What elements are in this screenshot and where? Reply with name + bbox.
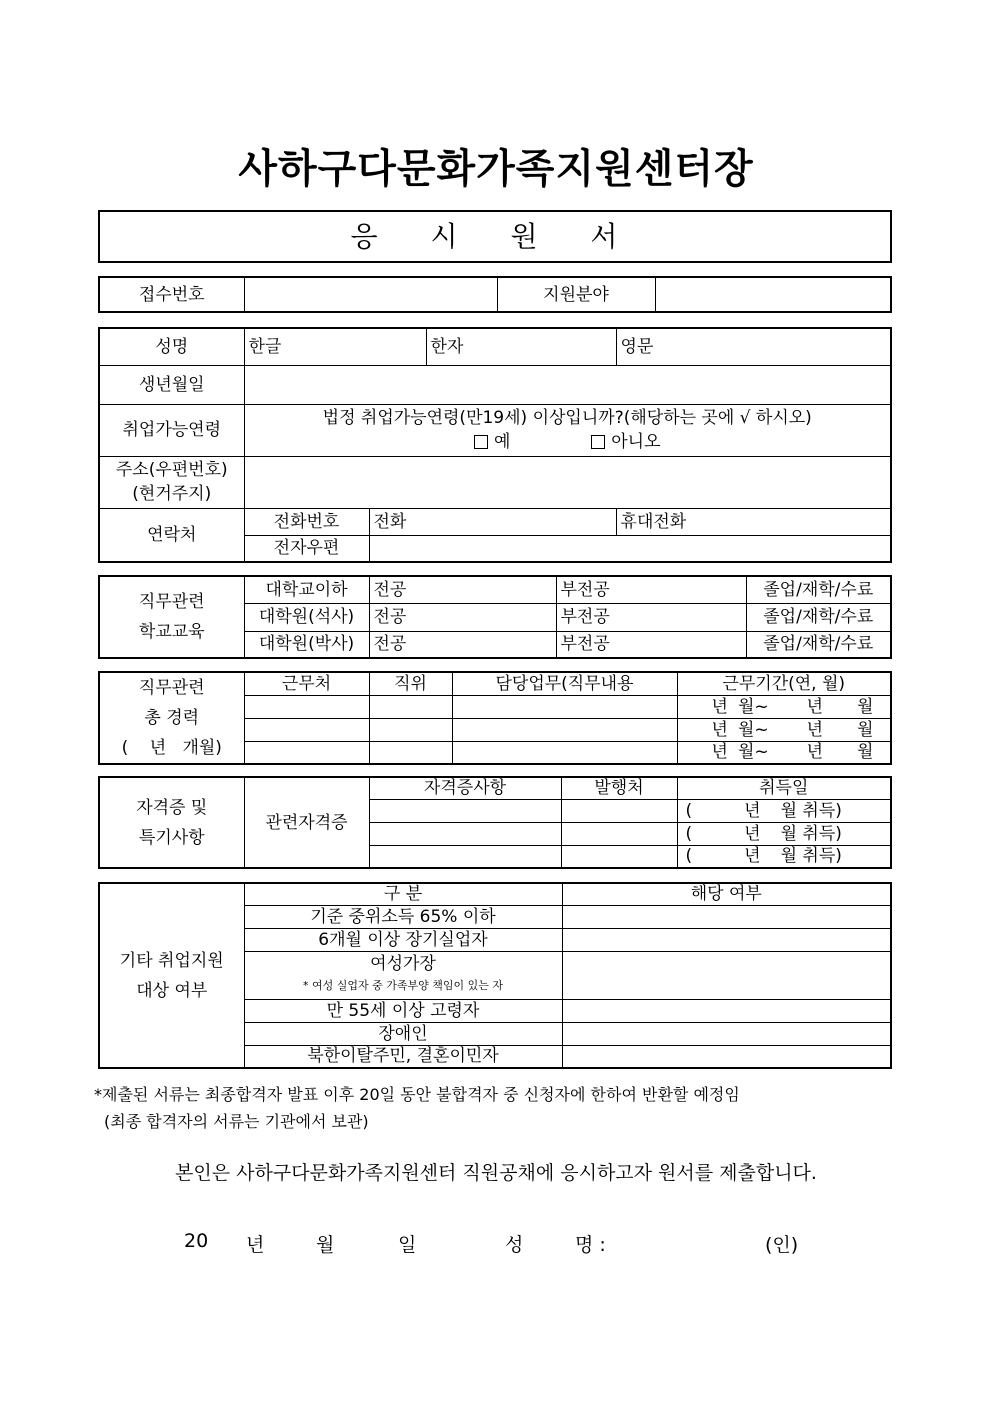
education-label-2: 학교교육 [138, 622, 205, 642]
certificate-date[interactable]: ( 년 월 취득) [677, 822, 891, 845]
career-duty[interactable] [452, 695, 677, 718]
address-sublabel: (현거주지) [132, 484, 212, 504]
phone-field[interactable]: 전화 [369, 508, 616, 535]
education-level: 대학원(박사) [244, 631, 369, 658]
education-major[interactable]: 전공 [369, 576, 556, 603]
support-item-note: * 여성 실업자 중 가족부양 책임이 있는 자 [303, 979, 503, 992]
checkbox-icon [591, 435, 605, 449]
signature-day: 일 [398, 1234, 417, 1256]
age-question-cell [244, 404, 891, 456]
yes-checkbox[interactable] [474, 432, 510, 452]
certificate-date[interactable]: ( 년 월 취득) [677, 845, 891, 868]
age-question: 법정 취업가능연령(만19세) 이상입니까?(해당하는 곳에 √ 하시오) [322, 408, 812, 428]
certificate-label-2: 특기사항 [138, 827, 205, 848]
certificate-label-1: 자격증 및 [136, 797, 208, 818]
address-field[interactable] [244, 456, 891, 508]
career-label-2: 총 경력 [144, 708, 200, 728]
certificate-date[interactable]: ( 년 월 취득) [677, 799, 891, 822]
career-duty[interactable] [452, 741, 677, 764]
support-applicable[interactable] [562, 1045, 891, 1068]
address-label: 주소(우편번호) [115, 460, 228, 480]
career-duty[interactable] [452, 718, 677, 741]
education-minor[interactable]: 부전공 [556, 631, 746, 658]
career-header-position: 직위 [369, 672, 452, 695]
career-period[interactable]: 년 월~ 년 월 [677, 741, 891, 764]
career-period[interactable]: 년 월~ 년 월 [677, 695, 891, 718]
age-label: 취업가능연령 [99, 404, 244, 456]
contact-label: 연락처 [99, 508, 244, 562]
education-minor[interactable]: 부전공 [556, 576, 746, 603]
certificate-issuer[interactable] [561, 822, 677, 845]
career-workplace[interactable] [244, 695, 369, 718]
name-hanja-field[interactable]: 한자 [426, 328, 616, 365]
support-item: 6개월 이상 장기실업자 [244, 928, 562, 951]
support-label-2: 대상 여부 [136, 980, 208, 1001]
support-label-cell [99, 883, 244, 1068]
certificate-issuer[interactable] [561, 845, 677, 868]
support-applicable[interactable] [562, 905, 891, 928]
certificate-issuer[interactable] [561, 799, 677, 822]
education-minor[interactable]: 부전공 [556, 603, 746, 631]
certificate-header-issuer: 발행처 [561, 777, 677, 799]
name-label: 성명 [99, 328, 244, 365]
career-label-1: 직무관련 [138, 678, 205, 698]
education-status[interactable]: 졸업/재학/수료 [746, 631, 891, 658]
signature-name-2: 명 : [575, 1234, 606, 1256]
birth-label: 생년월일 [99, 365, 244, 404]
career-header-workplace: 근무처 [244, 672, 369, 695]
support-item: 북한이탈주민, 결혼이민자 [244, 1045, 562, 1068]
receipt-number-field[interactable] [244, 277, 497, 312]
support-item: 만 55세 이상 고령자 [244, 999, 562, 1022]
name-hangul-field[interactable]: 한글 [244, 328, 426, 365]
career-label-3: ( 년 개월) [121, 738, 222, 758]
support-applicable[interactable] [562, 928, 891, 951]
address-label-cell [99, 456, 244, 508]
career-workplace[interactable] [244, 718, 369, 741]
phone-number-label: 전화번호 [244, 508, 369, 535]
certificate-header-name: 자격증사항 [369, 777, 561, 799]
support-item: 기준 중위소득 65% 이하 [244, 905, 562, 928]
signature-month: 월 [316, 1234, 335, 1256]
career-position[interactable] [369, 741, 452, 764]
form-title-box [98, 210, 892, 263]
application-field-input[interactable] [655, 277, 891, 312]
support-item: 여성가장 [370, 954, 436, 974]
signature-name-1: 성 [505, 1234, 524, 1256]
signature-seal: (인) [765, 1234, 799, 1256]
certificate-name[interactable] [369, 822, 561, 845]
yes-label: 예 [493, 432, 511, 452]
education-status[interactable]: 졸업/재학/수료 [746, 603, 891, 631]
certificate-header-date: 취득일 [677, 777, 891, 799]
certificate-label-cell [99, 777, 244, 868]
career-header-period: 근무기간(연, 월) [677, 672, 891, 695]
career-workplace[interactable] [244, 741, 369, 764]
certificate-name[interactable] [369, 845, 561, 868]
signature-year: 년 [246, 1234, 265, 1256]
declaration: 본인은 사하구다문화가족지원센터 직원공채에 응시하고자 원서를 제출합니다. [175, 1162, 817, 1184]
signature-year-prefix: 20 [184, 1230, 209, 1252]
education-major[interactable]: 전공 [369, 631, 556, 658]
receipt-table [98, 276, 892, 313]
support-applicable[interactable] [562, 951, 891, 999]
support-item-cell [244, 951, 562, 999]
career-position[interactable] [369, 695, 452, 718]
education-major[interactable]: 전공 [369, 603, 556, 631]
application-field-label: 지원분야 [497, 277, 655, 312]
birth-field[interactable] [244, 365, 891, 404]
email-label: 전자우편 [244, 535, 369, 562]
checkbox-icon [474, 435, 488, 449]
document-title: 사하구다문화가족지원센터장 [238, 145, 754, 192]
career-table [98, 671, 892, 765]
certificate-table [98, 776, 892, 869]
career-label-cell [99, 672, 244, 764]
receipt-number-label: 접수번호 [99, 277, 244, 312]
support-label-1: 기타 취업지원 [119, 950, 224, 971]
name-english-field[interactable]: 영문 [616, 328, 891, 365]
education-level: 대학원(석사) [244, 603, 369, 631]
personal-table [98, 327, 892, 563]
education-label-1: 직무관련 [138, 592, 205, 612]
education-status[interactable]: 졸업/재학/수료 [746, 576, 891, 603]
education-level: 대학교이하 [244, 576, 369, 603]
support-applicable[interactable] [562, 999, 891, 1022]
note-line-1: *제출된 서류는 최종합격자 발표 이후 20일 동안 불합격자 중 신청자에 한하여 반환할 예정임 [94, 1085, 740, 1104]
education-table [98, 575, 892, 659]
support-header-category: 구 분 [244, 883, 562, 905]
note-line-2: (최종 합격자의 서류는 기관에서 보관) [104, 1112, 369, 1131]
support-target-table [98, 882, 892, 1069]
support-item: 장애인 [244, 1022, 562, 1045]
support-header-applicable: 해당 여부 [562, 883, 891, 905]
support-applicable[interactable] [562, 1022, 891, 1045]
certificate-name[interactable] [369, 799, 561, 822]
mobile-field[interactable]: 휴대전화 [616, 508, 891, 535]
related-certificate-label: 관련자격증 [244, 777, 369, 868]
career-header-duty: 담당업무(직무내용 [452, 672, 677, 695]
career-position[interactable] [369, 718, 452, 741]
career-period[interactable]: 년 월~ 년 월 [677, 718, 891, 741]
no-checkbox[interactable] [591, 432, 660, 452]
education-label-cell [99, 576, 244, 658]
no-label: 아니오 [611, 432, 661, 452]
email-field[interactable] [369, 535, 891, 562]
form-title: 응 시 원 서 [99, 211, 891, 262]
